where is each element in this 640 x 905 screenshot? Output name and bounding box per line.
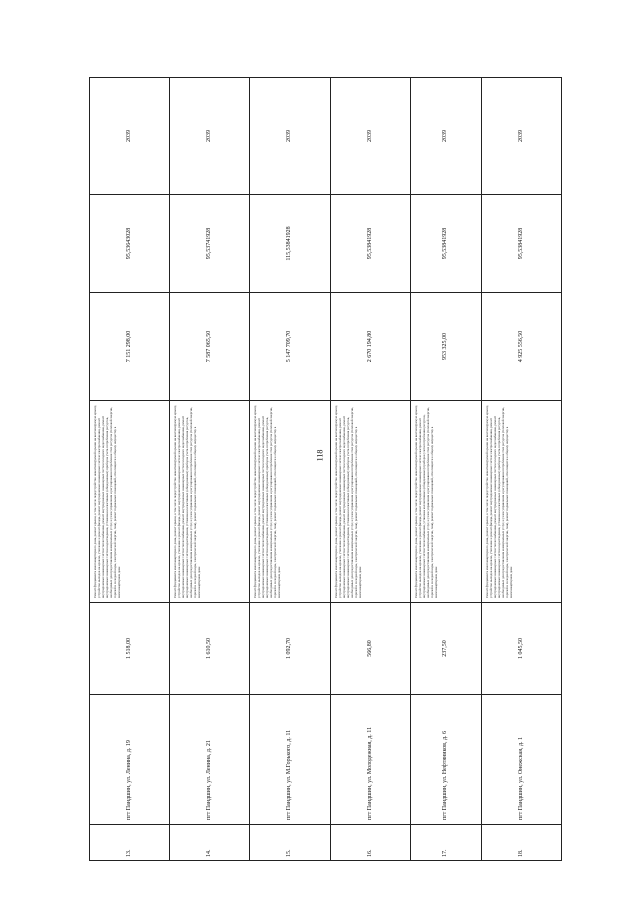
row-year: 2039 [481,78,561,195]
table-row [170,78,250,861]
row-area: 1 092,70 [250,603,330,695]
row-number: 16. [330,825,410,861]
row-address: пгт Пандшин, ул. Ленина, д. 21 [170,695,250,825]
row-description: Ремонт фундамента многоквартирного дома, ремонт крыши, в том числе переустройство невентилируемой крыши на вентилируемую крышу, устройство выходов на кровлю, утепление и ремонт фасада, ремонт внутридомовых инженерных систем электроснабжения, ремонт внутридомовых инженерных систем теплоснабжения, установка коллективных (общедомовых) приборов учета потребления ресурсов, необходимых для предоставления коммунальных услуг, и узлов управления и регулирования потребления этих ресурсов (тепловой энергии, горячей и холодной воды, электрической энергии, газа), ремонт подвальных помещений, относящихся к общему имуществу в многоквартирном доме [410,401,481,603]
table-row [330,78,410,861]
row-cost: 953 325,00 [410,293,481,401]
row-description: Ремонт фундамента многоквартирного дома, ремонт крыши, в том числе переустройство невентилируемой крыши на вентилируемую крышу, устройство выходов на кровлю, утепление и ремонт фасада, ремонт внутридомовых инженерных систем электроснабжения, ремонт внутридомовых инженерных систем теплоснабжения, ремонт внутридомовых инженерных систем холодного водоснабжения, ремонт внутридомовых инженерных систем водоотведения, установка коллективных (общедомовых) приборов учета потребления ресурсов, необходимых для предоставления коммунальных услуг, и узлов управления и регулирования потребления этих ресурсов (тепловой энергии, горячей и холодной воды, электрической энергии, газа), ремонт подвальных помещений, относящихся к общему имуществу в многоквартирном доме [90,401,170,603]
table-row [250,78,330,861]
table-row [481,78,561,861]
row-cost: 7 151 298,00 [90,293,170,401]
row-description: Ремонт фундамента многоквартирного дома, ремонт крыши, в том числе переустройство невентилируемой крыши на вентилируемую крышу, устройство выходов на кровлю, утепление и ремонт фасада, ремонт внутридомовых инженерных систем электроснабжения, ремонт внутридомовых инженерных систем теплоснабжения, ремонт внутридомовых инженерных систем холодного водоснабжения, ремонт внутридомовых инженерных систем водоотведения, установка коллективных (общедомовых) приборов учета потребления ресурсов, необходимых для предоставления коммунальных услуг, и узлов управления и регулирования потребления этих ресурсов (тепловой энергии, горячей и холодной воды, электрической энергии, газа), ремонт подвальных помещений, относящихся к общему имуществу в многоквартирном доме [250,401,330,603]
row-cost: 7 587 065,50 [170,293,250,401]
row-address: пгт Пандшин, ул. Нефтяников, д. 6 [410,695,481,825]
row-address: пгт Пандшин, ул. М.Горького, д. 11 [250,695,330,825]
rotated-table [89,78,562,861]
row-number: 13. [90,825,170,861]
table-row [90,78,170,861]
row-cost: 4 925 556,50 [481,293,561,401]
row-year: 2039 [410,78,481,195]
row-number: 18. [481,825,561,861]
row-cost: 2 670 194,80 [330,293,410,401]
row-number: 14. [170,825,250,861]
row-address: пгт Пандшин, ул. Ленина, д. 19 [90,695,170,825]
row-year: 2039 [90,78,170,195]
row-cost: 5 147 709,70 [250,293,330,401]
row-area: 566,80 [330,603,410,695]
page-number-text: 118 [315,449,325,461]
table-row [410,78,481,861]
row-rate: 95,53841928 [481,195,561,293]
row-rate: 95,53741928 [170,195,250,293]
row-description: Ремонт фундамента многоквартирного дома, ремонт крыши, в том числе переустройство невентилируемой крыши на вентилируемую крышу, устройство выходов на кровлю, утепление и ремонт фасада, ремонт внутридомовых инженерных систем электроснабжения, ремонт внутридомовых инженерных систем теплоснабжения, ремонт внутридомовых инженерных систем холодного водоснабжения, ремонт внутридомовых инженерных систем водоотведения, установка коллективных (общедомовых) приборов учета потребления ресурсов, необходимых для предоставления коммунальных услуг, и узлов управления и регулирования потребления этих ресурсов (тепловой энергии, горячей и холодной воды, электрической энергии, газа), ремонт подвальных помещений, относящихся к общему имуществу в многоквартирном доме [481,401,561,603]
row-address: пгт Пандшин, ул. Молодежная, д. 11 [330,695,410,825]
repair-program-table [89,77,562,861]
row-area: 1 610,50 [170,603,250,695]
row-rate: 95,53841928 [410,195,481,293]
row-number: 17. [410,825,481,861]
row-address: пгт Пандшин, ул. Онежская, д. 1 [481,695,561,825]
row-number: 15. [250,825,330,861]
row-rate: 95,53643028 [90,195,170,293]
row-rate: 115,53841928 [250,195,330,293]
row-year: 2039 [330,78,410,195]
table-container [89,78,562,861]
row-description: Ремонт фундамента многоквартирного дома, ремонт крыши, в том числе переустройство невентилируемой крыши на вентилируемую крышу, устройство выходов на кровлю, утепление и ремонт фасада, ремонт внутридомовых инженерных систем электроснабжения, ремонт внутридомовых инженерных систем теплоснабжения, ремонт внутридомовых инженерных систем холодного водоснабжения, ремонт внутридомовых инженерных систем водоотведения, установка коллективных (общедомовых) приборов учета потребления ресурсов, необходимых для предоставления коммунальных услуг, и узлов управления и регулирования потребления этих ресурсов (тепловой энергии, горячей и холодной воды, электрической энергии, газа), ремонт подвальных помещений, относящихся к общему имуществу в многоквартирном доме [330,401,410,603]
row-area: 1 045,50 [481,603,561,695]
row-description: Ремонт фундамента многоквартирного дома, ремонт крыши, в том числе переустройство невентилируемой крыши на вентилируемую крышу, устройство выходов на кровлю, утепление и ремонт фасада, ремонт внутридомовых инженерных систем электроснабжения, ремонт внутридомовых инженерных систем теплоснабжения, ремонт внутридомовых инженерных систем холодного водоснабжения, ремонт внутридомовых инженерных систем водоотведения, установка коллективных (общедомовых) приборов учета потребления ресурсов, необходимых для предоставления коммунальных услуг, и узлов управления и регулирования потребления этих ресурсов (тепловой энергии, горячей и холодной воды, электрической энергии, газа), ремонт подвальных помещений, относящихся к общему имуществу в многоквартирном доме [170,401,250,603]
row-area: 1 518,00 [90,603,170,695]
row-year: 2039 [250,78,330,195]
row-rate: 95,53841928 [330,195,410,293]
row-area: 237,50 [410,603,481,695]
row-year: 2039 [170,78,250,195]
